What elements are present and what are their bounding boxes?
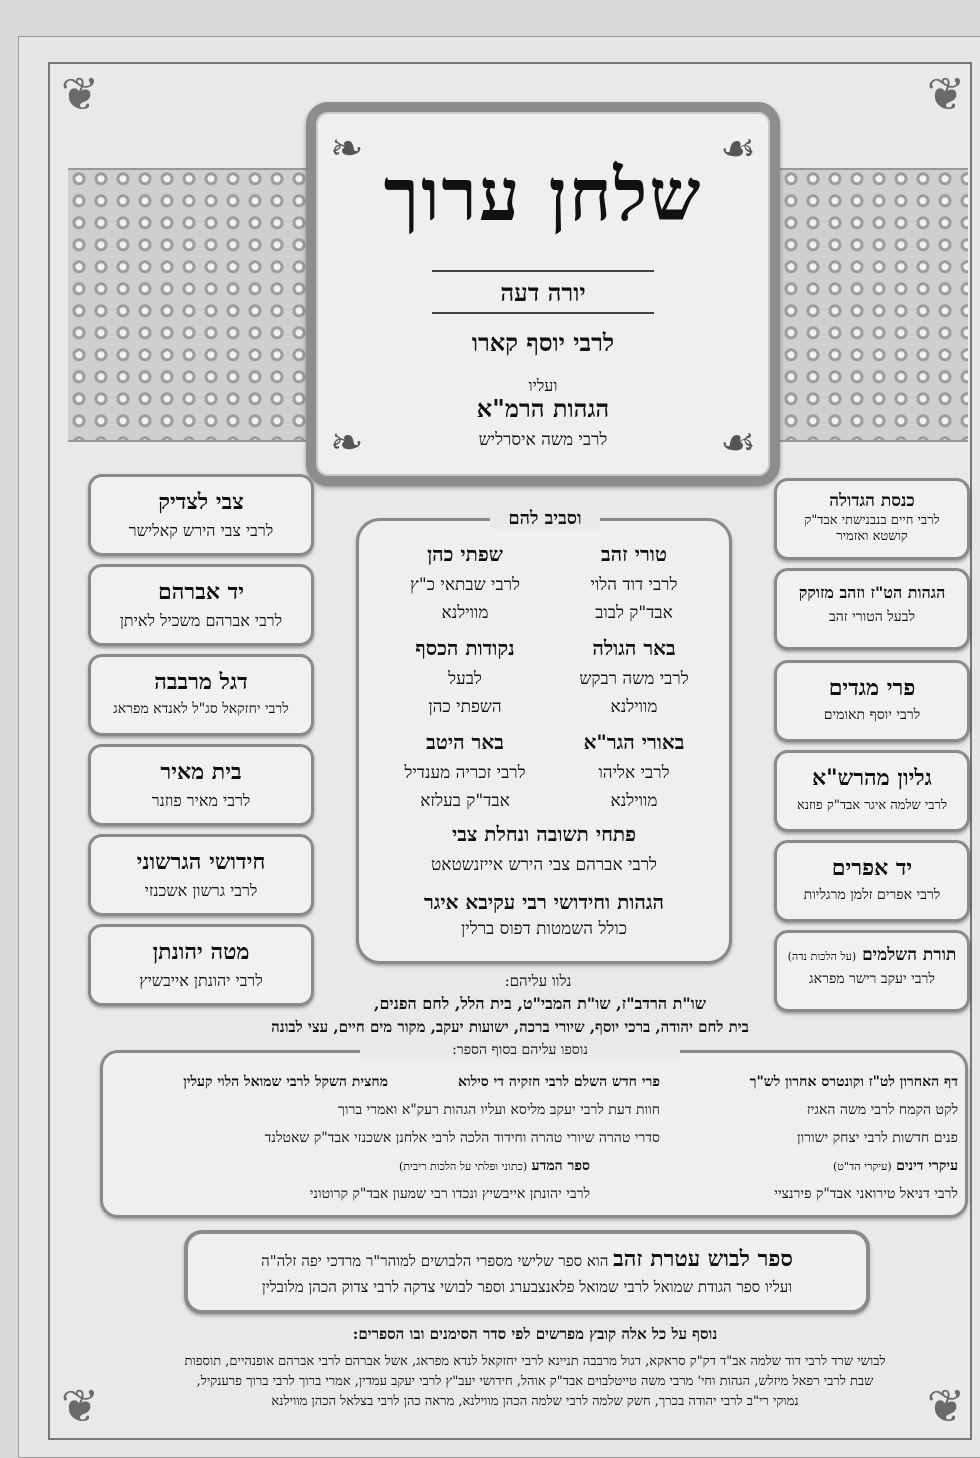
- bottom-line: לבושי שרד לרבי דוד שלמה אב"ד דק"ק סראקא, דגול מרבבה תניינא לרבי יחזקאל לנדא מפראג, אשל אברהם לרבי אברהם אופנהיים, תוספות: [184, 1354, 886, 1369]
- decorative-pattern-left: [68, 168, 306, 442]
- corner-ornament-icon: ❦: [60, 67, 100, 121]
- title-panel: [306, 102, 780, 486]
- center-entry: טורי זהב לרבי דוד הלוי אבד"ק לבוב: [590, 542, 678, 623]
- bottom-heading: נוסף על כל אלה קובץ מפרשים לפי סדר הסימנים ובו הספרים:: [352, 1325, 718, 1343]
- end-book: לקט הקמח לרבי משה האגיז: [806, 1102, 958, 1118]
- section-title: יורה דעה: [500, 278, 586, 307]
- commentary-box: בית מאיר לרבי מאיר פוזנר: [88, 744, 314, 826]
- commentary-box: הגהות הט"ז וזהב מזוקק לבעל הטורי זהב: [774, 568, 970, 650]
- commentary-box: צבי לצדיק לרבי צבי הירש קאלישר: [88, 474, 314, 556]
- commentary-box: יד אברהם לרבי אברהם משכיל לאיתן: [88, 564, 314, 646]
- center-entry: באר הגולה לרבי משה רבקש מווילנא: [579, 636, 689, 717]
- appended-line2: בית לחם יהודה, ברכי יוסף, שיורי ברכה, ישועות יעקב, מקור מים חיים, עצי לבונה: [271, 1018, 749, 1036]
- levush-title: ספר לבוש עטרת זהב: [613, 1246, 793, 1272]
- end-book: לרבי דניאל טירואני אבד"ק פירנציי: [774, 1186, 958, 1202]
- end-book: פנים חדשות לרבי יצחק ישורון: [797, 1130, 958, 1146]
- levush-box: ספר לבוש עטרת זהב הוא ספר שלישי מספרי הלבושים למוהר"ר מרדכי יפה זלה"ה ועליו ספר הגודת שמואל לרבי שמואל פלאנצבערג וספר לבושי צדקה לרבי צדוק הכהן מלובלין: [184, 1230, 870, 1314]
- flourish-icon: ❧: [330, 126, 364, 172]
- decorative-pattern-right: [780, 168, 968, 442]
- commentary-box: פרי מגדים לרבי יוסף תאומים: [774, 660, 970, 742]
- commentary-box: דגל מרבבה לרבי יחזקאל סג"ל לאנדא מפראג: [88, 654, 314, 736]
- corner-ornament-icon: ❦: [926, 1379, 966, 1433]
- end-book: לרבי יהונתן אייבשיץ ונכדו רבי שמעון אבד"ק קרוטוני: [309, 1186, 590, 1202]
- bottom-line: שבת לרבי רפאל מיזלש, הגהות וחי' מרבי משה טייטלבוים אבד"ק אוהל, חידושי יעב"ץ לרבי יעקב עמדין, אמרי ברוך לרבי ברוך פרענקיל,: [196, 1374, 874, 1389]
- commentary-box: כנסת הגדולה לרבי חיים בנבנישתי אבד"ק קושטא ואזמיר: [774, 478, 970, 560]
- end-book: דף האחרון לט"ז וקונטרס אחרון לש"ך: [749, 1074, 958, 1090]
- end-book: ספר המדע (כתוני ופלתי על הלכות ריבית): [399, 1158, 590, 1174]
- center-entry: הגהות וחידושי רבי עקיבא איגר כולל השמטות דפוס ברלין: [423, 890, 665, 939]
- commentary-box: יד אפרים לרבי אפרים זלמן מרגליות: [774, 840, 970, 922]
- commentary-box: חידושי הגרשוני לרבי גרשון אשכנזי: [88, 834, 314, 916]
- end-book: מחצית השקל לרבי שמואל הלוי קעלין: [183, 1074, 388, 1090]
- center-entry: פתחי תשובה ונחלת צבי לרבי אברהם צבי הירש אייזנשטאט: [430, 822, 658, 875]
- bottom-line: נמוקי רי"ב לרבי יהודה בכרך, חשק שלמה לרבי שלמה הכהן מווילנא, מראה כהן לרבי בצלאל הכהן מווילנא: [271, 1394, 799, 1409]
- end-book: עיקרי דינים (עיקרי הד"ט): [832, 1158, 958, 1174]
- center-entry: נקודות הכסף לבעל השפתי כהן: [415, 636, 515, 717]
- divider: [432, 312, 654, 314]
- and-on-it: ועליו: [528, 376, 558, 395]
- title-author: לרבי יוסף קארו: [471, 328, 615, 357]
- main-title: שלחן ערוך: [383, 152, 703, 237]
- commentary-box: מטה יהונתן לרבי יהונתן אייבשיץ: [88, 924, 314, 1006]
- appended-label: נלוו עליהם:: [504, 972, 572, 990]
- commentary-box: תורת השלמים (על הלכות נדה) לרבי יעקב רישר מפראג: [774, 930, 970, 1012]
- divider: [432, 270, 654, 272]
- center-entry: שפתי כהן לרבי שבתאי כ"ץ מווילנא: [409, 542, 520, 623]
- center-entry: באר היטב לרבי זכריה מענדיל אבד"ק בעלזא: [404, 730, 526, 811]
- flourish-icon: ☙: [720, 420, 756, 466]
- appended-line1: שו"ת הרדב"ז, שו"ת המבי"ט, בית הלל, לחם הפנים,: [373, 994, 707, 1013]
- flourish-icon: ❧: [330, 420, 364, 466]
- end-book: פרי חדש השלם לרבי חזקיה די סילוא: [458, 1074, 660, 1090]
- glosses-title: הגהות הרמ"א: [476, 394, 610, 423]
- end-book: סדרי טהרה שיורי טהרה וחידוד הלכה לרבי אלחנן אשכנזי אבד"ק שאטלנד: [264, 1130, 660, 1146]
- commentary-box: גליון מהרש"א לרבי שלמה איגר אבד"ק פוזנא: [774, 750, 970, 832]
- center-label: וסביב להם: [490, 508, 600, 529]
- corner-ornament-icon: ❦: [60, 1379, 100, 1433]
- corner-ornament-icon: ❦: [926, 67, 966, 121]
- center-entry: באורי הגר"א לרבי אליהו מווילנא: [583, 730, 685, 811]
- glosses-author: לרבי משה איסרליש: [478, 430, 608, 450]
- levush-line2: ועליו ספר הגודת שמואל לרבי שמואל פלאנצבערג וספר לבושי צדקה לרבי צדוק הכהן מלובלין: [261, 1278, 793, 1296]
- end-book: חוות דעת לרבי יעקב מליסא ועליו הגהות רעק"א ואמרי ברוך: [338, 1102, 660, 1118]
- added-label: נוספו עליהם בסוף הספר:: [360, 1042, 680, 1059]
- flourish-icon: ☙: [720, 126, 756, 172]
